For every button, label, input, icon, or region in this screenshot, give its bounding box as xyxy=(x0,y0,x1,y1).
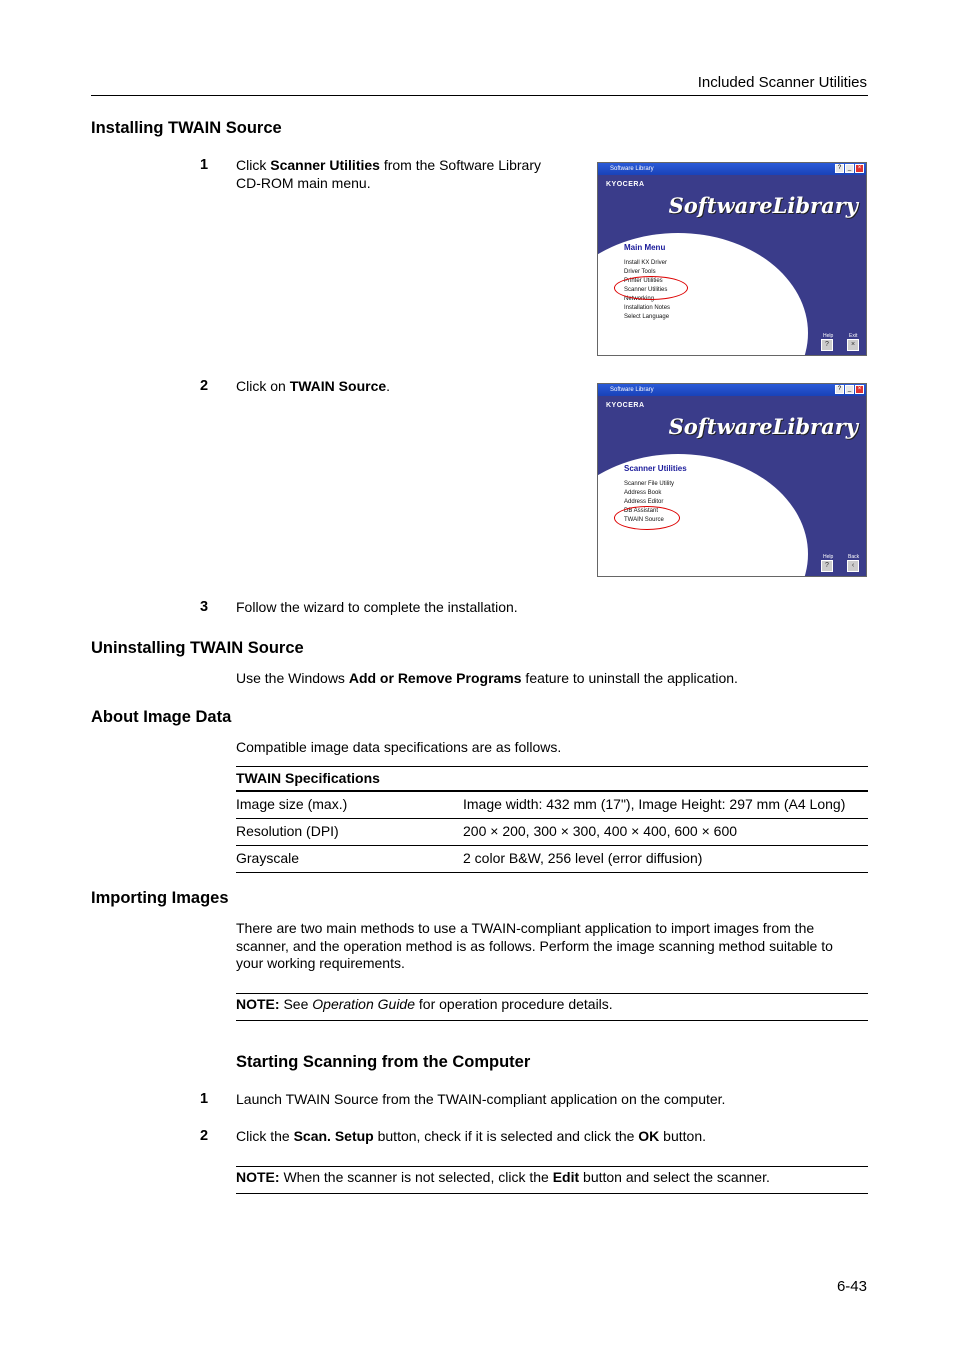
exit-label: Exit xyxy=(849,333,858,339)
install-step2-text: Click on TWAIN Source. xyxy=(236,378,391,394)
software-library-logo: SoftwareLibrary xyxy=(668,414,858,439)
menu-item: TWAIN Source xyxy=(624,517,664,523)
help-button-icon: ? xyxy=(821,339,833,351)
heading-uninstalling-twain: Uninstalling TWAIN Source xyxy=(91,639,304,657)
heading-about-image-data: About Image Data xyxy=(91,708,232,726)
menu-item: Printer Utilities xyxy=(624,278,663,284)
about-intro: Compatible image data specifications are as follows. xyxy=(236,739,562,755)
heading-installing-twain: Installing TWAIN Source xyxy=(91,119,282,137)
scan-step1-number: 1 xyxy=(200,1091,209,1107)
header-rule xyxy=(91,95,868,96)
exit-button-icon: × xyxy=(847,339,859,351)
install-step3-number: 3 xyxy=(200,599,209,615)
window-controls xyxy=(835,385,864,394)
install-step2-number: 2 xyxy=(200,378,209,394)
row-value: 200 × 200, 300 × 300, 400 × 400, 600 × 600 xyxy=(463,819,868,846)
row-value: 2 color B&W, 256 level (error diffusion) xyxy=(463,846,868,873)
highlight-circle xyxy=(614,276,688,300)
install-step1-number: 1 xyxy=(200,157,209,173)
back-button-icon: ‹ xyxy=(847,560,859,572)
menu-item: Address Editor xyxy=(624,499,664,505)
row-label: Grayscale xyxy=(236,846,463,873)
page-number: 6-43 xyxy=(836,1278,867,1295)
menu-title: Main Menu xyxy=(624,243,666,252)
install-step1-text: Click Scanner Utilities from the Software Library CD-ROM main menu. xyxy=(236,157,541,191)
help-button-icon: ? xyxy=(821,560,833,572)
row-value: Image width: 432 mm (17"), Image Height: 297 mm (A4 Long) xyxy=(463,791,868,819)
importing-paragraph: There are two main methods to use a TWAIN-compliant application to import images from the scanner, and the operation method is as follows. Perform the image scanning method suitable to your working requirements. xyxy=(236,920,833,971)
menu-item: Networking xyxy=(624,296,655,302)
close-icon: × xyxy=(855,385,864,394)
scan-step2-number: 2 xyxy=(200,1128,209,1144)
highlight-circle xyxy=(614,506,680,530)
table-title: TWAIN Specifications xyxy=(236,767,868,792)
window-title: Software Library xyxy=(598,384,866,396)
note-scanner-not-selected: NOTE: When the scanner is not selected, click the Edit button and select the scanner. xyxy=(236,1166,868,1194)
table-row xyxy=(236,819,868,846)
twain-spec-table xyxy=(236,766,868,873)
help-icon: ? xyxy=(835,385,844,394)
software-library-scanner-utilities-screenshot xyxy=(597,383,867,577)
back-label: Back xyxy=(848,554,860,560)
software-library-logo: SoftwareLibrary xyxy=(668,193,858,218)
close-icon: × xyxy=(855,164,864,173)
scan-step2-text: Click the Scan. Setup button, check if it is selected and click the OK button. xyxy=(236,1128,706,1144)
menu-item: Address Book xyxy=(624,490,662,496)
minimize-icon: _ xyxy=(845,164,854,173)
menu-item: Installation Notes xyxy=(624,305,671,311)
note-operation-guide: NOTE: See Operation Guide for operation procedure details. xyxy=(236,993,868,1021)
brand-text: KYOCERA xyxy=(606,402,645,409)
minimize-icon: _ xyxy=(845,385,854,394)
install-step3-text: Follow the wizard to complete the installation. xyxy=(236,599,518,615)
window-controls xyxy=(835,164,864,173)
help-icon: ? xyxy=(835,164,844,173)
menu-item: Driver Tools xyxy=(624,269,656,275)
menu-item: DB Assistant xyxy=(624,508,659,514)
brand-text: KYOCERA xyxy=(606,181,645,188)
menu-title: Scanner Utilities xyxy=(624,464,687,473)
table-row xyxy=(236,846,868,873)
help-label: Help xyxy=(823,333,834,339)
menu-item: Select Language xyxy=(624,314,670,320)
menu-item: Scanner File Utility xyxy=(624,481,675,487)
running-header: Included Scanner Utilities xyxy=(697,74,867,91)
menu-item: Install KX Driver xyxy=(624,260,668,266)
scan-step1-text: Launch TWAIN Source from the TWAIN-compliant application on the computer. xyxy=(236,1091,726,1107)
row-label: Image size (max.) xyxy=(236,791,463,819)
help-label: Help xyxy=(823,554,834,560)
window-title: Software Library xyxy=(598,163,866,175)
table-row xyxy=(236,791,868,819)
row-label: Resolution (DPI) xyxy=(236,819,463,846)
software-library-main-menu-screenshot xyxy=(597,162,867,356)
heading-starting-scanning: Starting Scanning from the Computer xyxy=(236,1053,531,1071)
heading-importing-images: Importing Images xyxy=(91,889,229,907)
menu-item: Scanner Utilities xyxy=(624,287,668,293)
uninstall-text: Use the Windows Add or Remove Programs feature to uninstall the application. xyxy=(236,670,738,686)
